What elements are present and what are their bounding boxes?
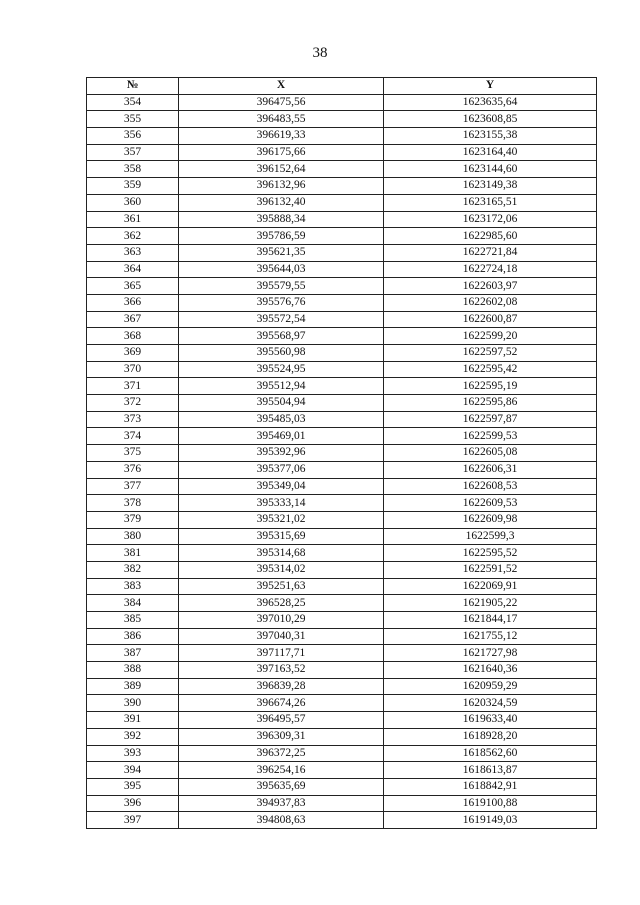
cell-x: 395524,95 [179,361,384,378]
cell-number: 376 [87,461,179,478]
cell-y: 1622609,53 [384,495,597,512]
cell-y: 1622595,52 [384,545,597,562]
cell-y: 1622595,19 [384,378,597,395]
cell-x: 395314,02 [179,561,384,578]
cell-x: 396254,16 [179,762,384,779]
column-header-x: X [179,78,384,95]
table-row [87,762,597,779]
cell-y: 1618613,87 [384,762,597,779]
cell-x: 397040,31 [179,628,384,645]
cell-number: 372 [87,395,179,412]
table-row [87,194,597,211]
cell-x: 395392,96 [179,445,384,462]
cell-y: 1623149,38 [384,178,597,195]
cell-y: 1618562,60 [384,745,597,762]
cell-number: 358 [87,161,179,178]
table-row [87,94,597,111]
cell-number: 359 [87,178,179,195]
table-row [87,662,597,679]
cell-number: 374 [87,428,179,445]
cell-x: 396619,33 [179,128,384,145]
cell-x: 395512,94 [179,378,384,395]
cell-number: 382 [87,561,179,578]
cell-y: 1622595,42 [384,361,597,378]
cell-y: 1623155,38 [384,128,597,145]
table-row [87,712,597,729]
table-row [87,445,597,462]
coordinates-table [86,77,597,829]
cell-y: 1622724,18 [384,261,597,278]
cell-y: 1619149,03 [384,812,597,829]
cell-x: 395572,54 [179,311,384,328]
table-row [87,378,597,395]
cell-number: 392 [87,728,179,745]
cell-x: 397163,52 [179,662,384,679]
cell-number: 373 [87,411,179,428]
cell-x: 395349,04 [179,478,384,495]
table-row [87,778,597,795]
table-row [87,461,597,478]
cell-number: 354 [87,94,179,111]
cell-number: 390 [87,695,179,712]
table-row [87,244,597,261]
cell-y: 1622603,97 [384,278,597,295]
cell-number: 361 [87,211,179,228]
cell-x: 396528,25 [179,595,384,612]
cell-number: 363 [87,244,179,261]
cell-x: 395621,35 [179,244,384,261]
table-row [87,294,597,311]
cell-y: 1622606,31 [384,461,597,478]
cell-number: 380 [87,528,179,545]
cell-number: 360 [87,194,179,211]
cell-y: 1621905,22 [384,595,597,612]
cell-x: 395504,94 [179,395,384,412]
cell-x: 395315,69 [179,528,384,545]
table-row [87,128,597,145]
cell-y: 1622597,52 [384,345,597,362]
cell-x: 395314,68 [179,545,384,562]
cell-x: 395786,59 [179,228,384,245]
cell-x: 396132,96 [179,178,384,195]
cell-x: 394808,63 [179,812,384,829]
cell-y: 1619100,88 [384,795,597,812]
cell-x: 396175,66 [179,144,384,161]
cell-x: 395568,97 [179,328,384,345]
table-row [87,261,597,278]
column-header-y: Y [384,78,597,95]
cell-number: 367 [87,311,179,328]
cell-x: 397010,29 [179,612,384,629]
cell-number: 395 [87,778,179,795]
cell-number: 391 [87,712,179,729]
cell-y: 1620959,29 [384,678,597,695]
table-row [87,628,597,645]
table-row [87,545,597,562]
cell-y: 1622608,53 [384,478,597,495]
cell-number: 356 [87,128,179,145]
cell-x: 396483,55 [179,111,384,128]
table-row [87,278,597,295]
cell-y: 1623635,64 [384,94,597,111]
cell-number: 365 [87,278,179,295]
cell-y: 1622599,20 [384,328,597,345]
cell-y: 1622069,91 [384,578,597,595]
cell-y: 1618842,91 [384,778,597,795]
table-header-row [87,78,597,95]
cell-y: 1622721,84 [384,244,597,261]
cell-x: 395635,69 [179,778,384,795]
table-body [87,94,597,828]
table-row [87,561,597,578]
cell-y: 1622591,52 [384,561,597,578]
table-row [87,328,597,345]
table-row [87,361,597,378]
cell-x: 396839,28 [179,678,384,695]
cell-number: 389 [87,678,179,695]
cell-x: 396132,40 [179,194,384,211]
cell-number: 384 [87,595,179,612]
cell-y: 1623144,60 [384,161,597,178]
cell-y: 1621640,36 [384,662,597,679]
cell-y: 1621727,98 [384,645,597,662]
cell-number: 393 [87,745,179,762]
table-row [87,345,597,362]
table-row [87,178,597,195]
cell-y: 1619633,40 [384,712,597,729]
cell-number: 368 [87,328,179,345]
table-row [87,495,597,512]
cell-number: 378 [87,495,179,512]
cell-y: 1622600,87 [384,311,597,328]
table-row [87,478,597,495]
cell-number: 369 [87,345,179,362]
table-row [87,111,597,128]
cell-number: 379 [87,511,179,528]
cell-x: 395888,34 [179,211,384,228]
table-row [87,411,597,428]
page-number: 38 [312,45,328,61]
table-row [87,511,597,528]
cell-x: 396475,56 [179,94,384,111]
cell-y: 1621755,12 [384,628,597,645]
cell-y: 1622599,3 [384,528,597,545]
table-row [87,812,597,829]
table-row [87,161,597,178]
cell-y: 1622605,08 [384,445,597,462]
cell-x: 396674,26 [179,695,384,712]
table-row [87,695,597,712]
table-row [87,595,597,612]
cell-number: 366 [87,294,179,311]
table-row [87,228,597,245]
cell-x: 395251,63 [179,578,384,595]
table-row [87,428,597,445]
cell-number: 364 [87,261,179,278]
cell-y: 1622609,98 [384,511,597,528]
cell-number: 371 [87,378,179,395]
table-row [87,395,597,412]
table-row [87,311,597,328]
cell-x: 395644,03 [179,261,384,278]
cell-x: 396372,25 [179,745,384,762]
cell-y: 1622595,86 [384,395,597,412]
cell-y: 1622985,60 [384,228,597,245]
cell-x: 395576,76 [179,294,384,311]
table-row [87,728,597,745]
cell-x: 396152,64 [179,161,384,178]
cell-number: 362 [87,228,179,245]
cell-number: 386 [87,628,179,645]
cell-y: 1623608,85 [384,111,597,128]
cell-x: 395485,03 [179,411,384,428]
table-row [87,795,597,812]
cell-x: 395560,98 [179,345,384,362]
cell-number: 383 [87,578,179,595]
cell-y: 1620324,59 [384,695,597,712]
table-row [87,144,597,161]
table-row [87,528,597,545]
cell-y: 1623164,40 [384,144,597,161]
cell-number: 377 [87,478,179,495]
cell-number: 357 [87,144,179,161]
cell-x: 395333,14 [179,495,384,512]
table-row [87,612,597,629]
cell-y: 1622597,87 [384,411,597,428]
cell-y: 1622599,53 [384,428,597,445]
cell-y: 1622602,08 [384,294,597,311]
cell-y: 1623165,51 [384,194,597,211]
cell-y: 1623172,06 [384,211,597,228]
cell-x: 397117,71 [179,645,384,662]
cell-number: 397 [87,812,179,829]
cell-x: 396309,31 [179,728,384,745]
cell-y: 1618928,20 [384,728,597,745]
table-row [87,645,597,662]
cell-number: 396 [87,795,179,812]
cell-number: 394 [87,762,179,779]
cell-x: 395321,02 [179,511,384,528]
cell-number: 388 [87,662,179,679]
cell-number: 385 [87,612,179,629]
cell-y: 1621844,17 [384,612,597,629]
cell-number: 375 [87,445,179,462]
cell-x: 395469,01 [179,428,384,445]
cell-number: 381 [87,545,179,562]
table-row [87,745,597,762]
table-row [87,678,597,695]
cell-number: 370 [87,361,179,378]
column-header-number: № [87,78,179,95]
cell-x: 394937,83 [179,795,384,812]
cell-x: 395579,55 [179,278,384,295]
cell-x: 395377,06 [179,461,384,478]
table-row [87,211,597,228]
table-row [87,578,597,595]
cell-x: 396495,57 [179,712,384,729]
cell-number: 387 [87,645,179,662]
cell-number: 355 [87,111,179,128]
